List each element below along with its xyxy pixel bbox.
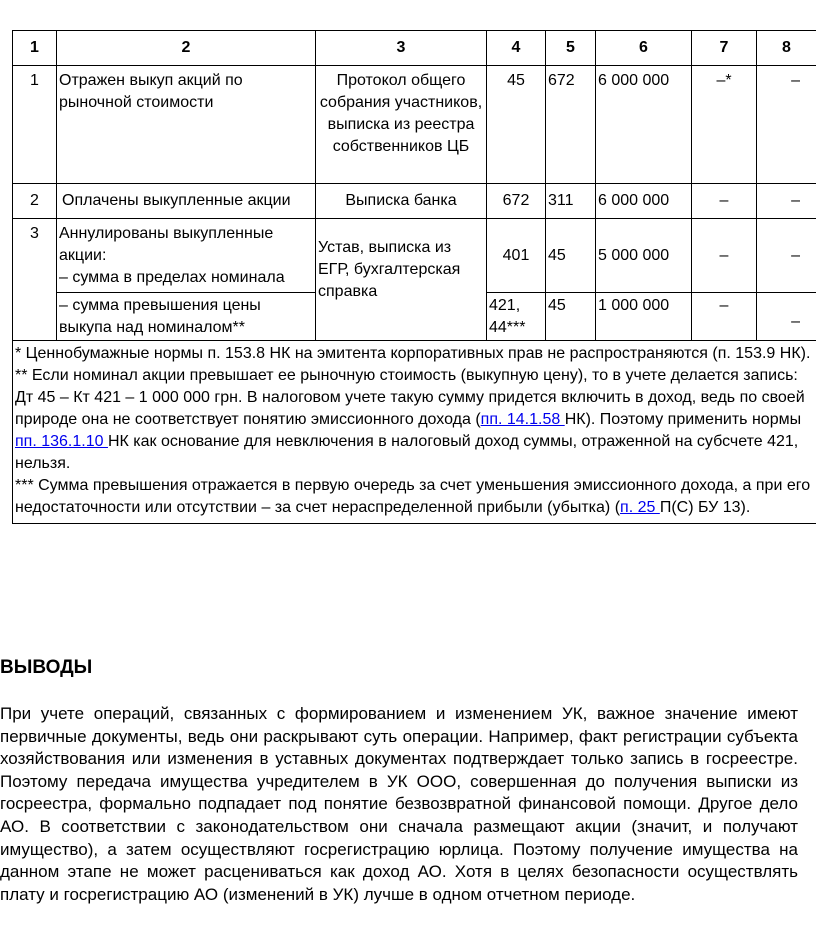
column-8-value: – [757, 293, 816, 341]
column-7-value: – [692, 293, 757, 341]
amount: 1 000 000 [596, 293, 692, 341]
credit-account: 311 [546, 184, 596, 219]
header-cell: 3 [316, 31, 487, 66]
source-document: Устав, выписка из ЕГР, бухгалтерская справка [316, 219, 487, 341]
header-cell: 5 [546, 31, 596, 66]
link-p-25[interactable]: п. 25 [620, 499, 660, 516]
column-7-value: –* [692, 66, 757, 184]
conclusions-title: ВЫВОДЫ [0, 657, 93, 678]
debit-account: 401 [487, 219, 546, 293]
footnotes-row [13, 341, 816, 524]
amount: 5 000 000 [596, 219, 692, 293]
footnote-2-text: НК). Поэтому применить нормы [564, 411, 802, 428]
row-number: 1 [13, 66, 57, 184]
table-row [13, 184, 816, 219]
header-cell: 4 [487, 31, 546, 66]
footnote-2-text: ** Если номинал акции превышает ее рыночную стоимость (выкупную цену), то в учете делается запись: Дт 45 – Кт 421 – 1 000 000 грн. В налоговом учете такую сумму придется включить в доход, ведь по своей природе она не соответствует понятию эмиссионного дохода ( [15, 367, 805, 428]
source-document: Выписка банка [316, 184, 487, 219]
row-number: 3 [13, 219, 57, 341]
header-cell: 8 [757, 31, 816, 66]
column-7-value: – [692, 219, 757, 293]
operation-description: – сумма превышения цены выкупа над номиналом** [57, 293, 316, 341]
link-pp-136-1-10[interactable]: пп. 136.1.10 [15, 433, 108, 450]
header-cell: 7 [692, 31, 757, 66]
footnotes-cell [13, 341, 816, 524]
debit-account: 672 [487, 184, 546, 219]
operation-description: Отражен выкуп акций по рыночной стоимости [57, 66, 316, 184]
footnote-3 [15, 475, 814, 519]
debit-account: 421, 44*** [487, 293, 546, 341]
credit-account: 45 [546, 219, 596, 293]
table-row [13, 66, 816, 184]
column-7-value: – [692, 184, 757, 219]
header-cell: 2 [57, 31, 316, 66]
debit-account: 45 [487, 66, 546, 184]
footnote-2 [15, 365, 814, 475]
source-document: Протокол общего собрания участников, выписка из реестра собственников ЦБ [316, 66, 487, 184]
operations-table [12, 30, 816, 524]
row-number: 2 [13, 184, 57, 219]
header-cell: 1 [13, 31, 57, 66]
conclusions-paragraph: При учете операций, связанных с формированием и изменением УК, важное значение имеют первичные документы, ведь они раскрывают суть операции. Например, факт регистрации субъекта хозяйствования или изменения в уставных документах подтверждает только запись в госреестре. Поэтому передача имущества учредителем в УК ООО, совершенная до получения выписки из госреестра, формально подпадает под понятие безвозвратной финансовой помощи. Другое дело АО. В соответствии с законодательством они сначала размещают акции (значит, и получают имущество), а затем осуществляют госрегистрацию юрлица. Поэтому получение имущества на данном этапе не может расцениваться как доход АО. Хотя в целях безопасности осуществлять плату и госрегистрацию АО (изменений в УК) лучше в одном отчетном периоде. [0, 704, 798, 904]
amount: 6 000 000 [596, 184, 692, 219]
header-cell: 6 [596, 31, 692, 66]
footnote-3-text: *** Сумма превышения отражается в первую очередь за счет уменьшения эмиссионного дохода, а при его недостаточности или отсутствии – за счет нераспределенной прибыли (убытка) ( [15, 477, 811, 516]
footnote-1: * Ценнобумажные нормы п. 153.8 НК на эмитента корпоративных прав не распространяются (п. 153.9 НК). [15, 345, 811, 362]
footnote-2-text: НК как основание для невключения в налоговый доход суммы, отраженной на субсчете 421, нельзя. [15, 433, 799, 472]
operation-description: Оплачены выкупленные акции [57, 184, 316, 219]
footnote-3-text: П(С) БУ 13). [659, 499, 751, 516]
column-8-value: – [757, 184, 816, 219]
table-row [13, 219, 816, 293]
header-row [13, 31, 816, 66]
column-8-value: – [757, 66, 816, 184]
credit-account: 672 [546, 66, 596, 184]
column-8-value: – [757, 219, 816, 293]
operation-description: Аннулированы выкупленные акции: – сумма в пределах номинала [57, 219, 316, 293]
link-pp-14-1-58[interactable]: пп. 14.1.58 [480, 411, 565, 428]
credit-account: 45 [546, 293, 596, 341]
amount: 6 000 000 [596, 66, 692, 184]
